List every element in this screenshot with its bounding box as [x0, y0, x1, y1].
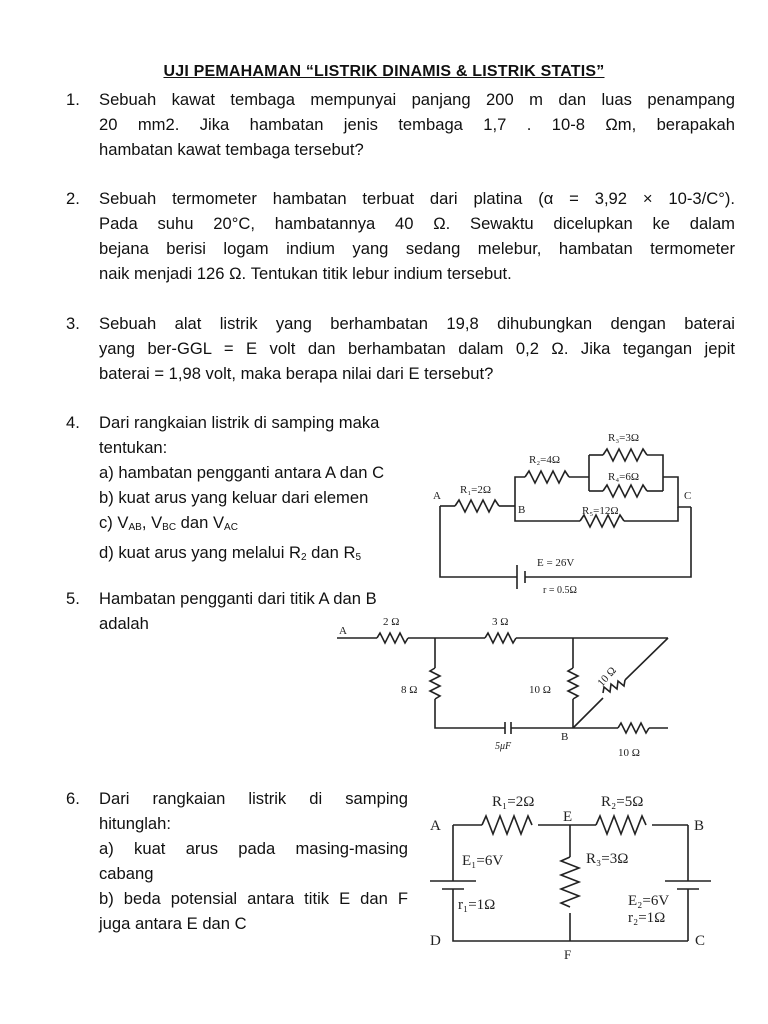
text-line: Dari rangkaian listrik di samping maka: [99, 413, 380, 432]
node-label-f: F: [564, 947, 572, 962]
text-line: bejana berisi logam indium yang sedang melebur, hambatan termometer: [99, 239, 735, 258]
circuit-diagram-4: [425, 425, 700, 600]
resistor-2-ohm: [377, 633, 408, 643]
text-line: tentukan:: [99, 438, 168, 457]
label-r5: R₅=12Ω: [582, 505, 619, 517]
text-line: hambatan kawat tembaga tersebut?: [99, 140, 364, 159]
question-text: [99, 786, 408, 936]
label-r2: R₂=4Ω: [529, 454, 561, 466]
label-10-ohm-vertical: 10 Ω: [529, 684, 551, 696]
label-e1: E₁=6V: [462, 853, 504, 869]
battery: [517, 565, 525, 589]
page-title: UJI PEMAHAMAN “LISTRIK DINAMIS & LISTRIK STATIS”: [163, 63, 605, 80]
label-emf: E = 26V: [537, 557, 575, 569]
resistor-r3: [603, 449, 647, 461]
label-r1: R₁=2Ω: [492, 794, 535, 810]
question-text: [99, 87, 735, 162]
question-number: 3.: [66, 314, 80, 333]
resistor-10-ohm-vertical: [568, 668, 578, 699]
label-capacitor: 5μF: [495, 741, 512, 752]
text-line: b) beda potensial antara titik E dan F: [99, 889, 408, 908]
node-label-b: B: [561, 731, 569, 743]
text-line: hitunglah:: [99, 814, 171, 833]
resistor-r2: [525, 471, 569, 483]
text-line: b) kuat arus yang keluar dari elemen: [99, 488, 369, 507]
text-line: Hambatan pengganti dari titik A dan B: [99, 589, 377, 608]
node-label-b: B: [518, 504, 526, 516]
node-label-a: A: [339, 625, 347, 637]
text-line: a) hambatan pengganti antara A dan C: [99, 463, 385, 482]
node-label-a: A: [433, 490, 441, 502]
label-r4: R₄=6Ω: [608, 471, 640, 483]
text-line: c) $V_{AB}$, $V_{BC}$ dan $V_{AC}$: [99, 513, 238, 533]
label-r3: R₃=3Ω: [586, 851, 629, 867]
question-number: 1.: [66, 90, 80, 109]
text-line: juga antara E dan C: [99, 914, 247, 933]
text-line: Sebuah alat listrik yang berhambatan 19,8 dihubungkan dengan baterai: [99, 314, 735, 333]
resistor-8-ohm: [430, 668, 440, 699]
label-8-ohm: 8 Ω: [401, 684, 418, 696]
resistor-r1: [455, 500, 499, 512]
text-line: d) kuat arus yang melalui $R_2$ dan $R_5$: [99, 543, 362, 563]
text-line: Sebuah kawat tembaga mempunyai panjang 200 m dan luas penampang: [99, 90, 735, 109]
label-r3: R₃=3Ω: [608, 432, 640, 444]
battery-e2: [665, 881, 711, 889]
label-2-ohm: 2 Ω: [383, 616, 400, 628]
question-text: [99, 186, 735, 286]
node-label-d: D: [430, 933, 441, 949]
text-line: naik menjadi 126 Ω. Tentukan titik lebur indium tersebut.: [99, 264, 512, 283]
label-10-ohm-diagonal: 10 Ω: [595, 664, 619, 690]
label-3-ohm: 3 Ω: [492, 616, 509, 628]
resistor-r1: [482, 816, 532, 834]
node-label-e: E: [563, 809, 573, 825]
question-number: 5.: [66, 589, 80, 608]
label-r2: R₂=5Ω: [601, 794, 644, 810]
question-number: 6.: [66, 789, 80, 808]
question-number: 4.: [66, 413, 80, 432]
text-line: Sebuah termometer hambatan terbuat dari platina (α = 3,92 × 10-3/C°).: [99, 189, 735, 208]
label-e2: E₂=6V: [628, 893, 670, 909]
node-label-a: A: [430, 818, 441, 834]
question-text: [99, 410, 429, 570]
capacitor: [505, 722, 511, 734]
text-line: cabang: [99, 864, 154, 883]
node-label-b: B: [694, 818, 705, 834]
text-line: Pada suhu 20°C, hambatannya 40 Ω. Sewaktu dicelupkan ke dalam: [99, 214, 735, 233]
text-line: 20 mm2. Jika hambatan jenis tembaga 1,7 . 10-8 Ωm, berapakah: [99, 115, 735, 134]
resistor-10-ohm-right: [618, 723, 649, 733]
label-internal-resistance: r = 0.5Ω: [543, 585, 577, 596]
question-number: 2.: [66, 189, 80, 208]
circuit-diagram-6: [420, 785, 720, 965]
node-label-c: C: [684, 490, 692, 502]
label-r1: R₁=2Ω: [460, 484, 492, 496]
text-line: baterai = 1,98 volt, maka berapa nilai dari E tersebut?: [99, 364, 494, 383]
label-r-internal-2: r₂=1Ω: [628, 910, 666, 926]
question-text: [99, 311, 735, 386]
label-10-ohm-right: 10 Ω: [618, 747, 640, 759]
text-line: adalah: [99, 614, 149, 633]
label-r-internal-1: r₁=1Ω: [458, 897, 496, 913]
battery-e1: [430, 881, 476, 889]
resistor-r3: [561, 857, 579, 907]
text-line: a) kuat arus pada masing-masing: [99, 839, 408, 858]
resistor-r2: [596, 816, 646, 834]
node-label-c: C: [695, 933, 706, 949]
text-line: yang ber-GGL = E volt dan berhambatan dalam 0,2 Ω. Jika tegangan jepit: [99, 339, 735, 358]
resistor-3-ohm: [485, 633, 516, 643]
circuit-diagram-5: [335, 612, 695, 767]
resistor-r4: [603, 485, 647, 497]
text-line: Dari rangkaian listrik di samping: [99, 789, 408, 808]
